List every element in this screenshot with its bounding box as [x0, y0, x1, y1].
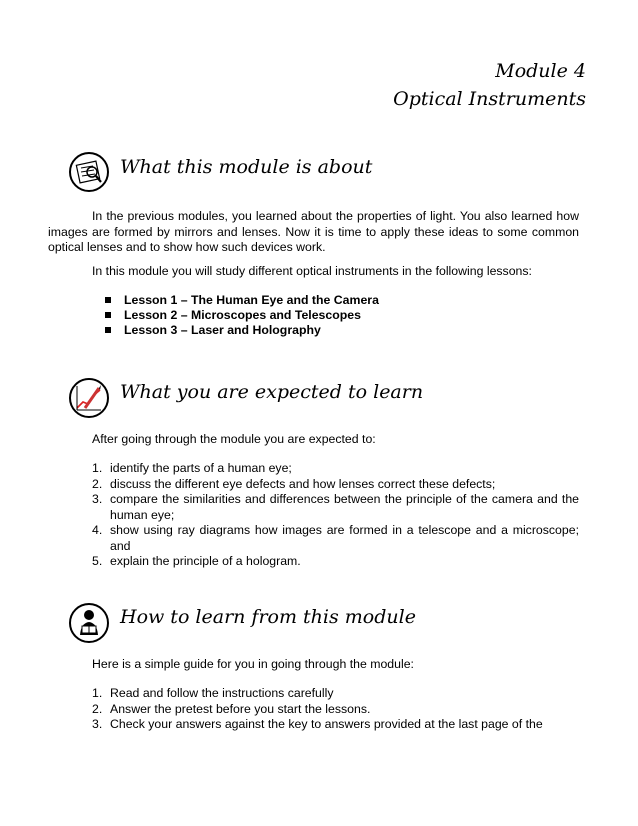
- lesson-item: Lesson 1 – The Human Eye and the Camera: [102, 293, 572, 308]
- magnifier-document-icon: [69, 152, 109, 192]
- guide-list: [92, 686, 579, 733]
- learn-lead-text: After going through the module you are expected to:: [92, 432, 376, 446]
- how-lead-text: Here is a simple guide for you in going through the module:: [92, 657, 414, 671]
- guide-item: 1. Read and follow the instructions carefully: [92, 686, 334, 700]
- objective-item: 4. show using ray diagrams how images are formed in a telescope and a microscope; and: [92, 523, 579, 553]
- objective-item: 5. explain the principle of a hologram.: [92, 554, 301, 568]
- objective-item: 3. compare the similarities and differences between the principle of the camera and the human eye;: [92, 492, 579, 522]
- about-intro-paragraph: In the previous modules, you learned about the properties of light. You also learned how images are formed by mirrors and lenses. Now it is time to apply these ideas to some common optical lenses and to show how such devices work.: [48, 209, 579, 254]
- reading-person-icon: [69, 603, 109, 643]
- about-lead-text: In this module you will study different optical instruments in the following lessons:: [92, 264, 532, 278]
- section-heading-how: How to learn from this module: [120, 606, 416, 628]
- objectives-list: [92, 461, 579, 570]
- guide-item: 2. Answer the pretest before you start the lessons.: [92, 701, 371, 716]
- lesson-item: Lesson 3 – Laser and Holography: [102, 323, 572, 338]
- objective-item: 2. discuss the different eye defects and how lenses correct these defects;: [92, 476, 496, 491]
- lesson-item: Lesson 2 – Microscopes and Telescopes: [102, 308, 572, 323]
- lesson-list: [102, 293, 572, 338]
- module-title: Module 4: [495, 60, 586, 82]
- module-subtitle: Optical Instruments: [393, 88, 586, 110]
- section-heading-learn: What you are expected to learn: [120, 381, 424, 403]
- section-heading-about: What this module is about: [120, 156, 373, 178]
- objective-item: 1. identify the parts of a human eye;: [92, 461, 292, 475]
- pencil-chart-icon: [69, 378, 109, 418]
- guide-item: 3. Check your answers against the key to answers provided at the last page of the: [92, 717, 543, 731]
